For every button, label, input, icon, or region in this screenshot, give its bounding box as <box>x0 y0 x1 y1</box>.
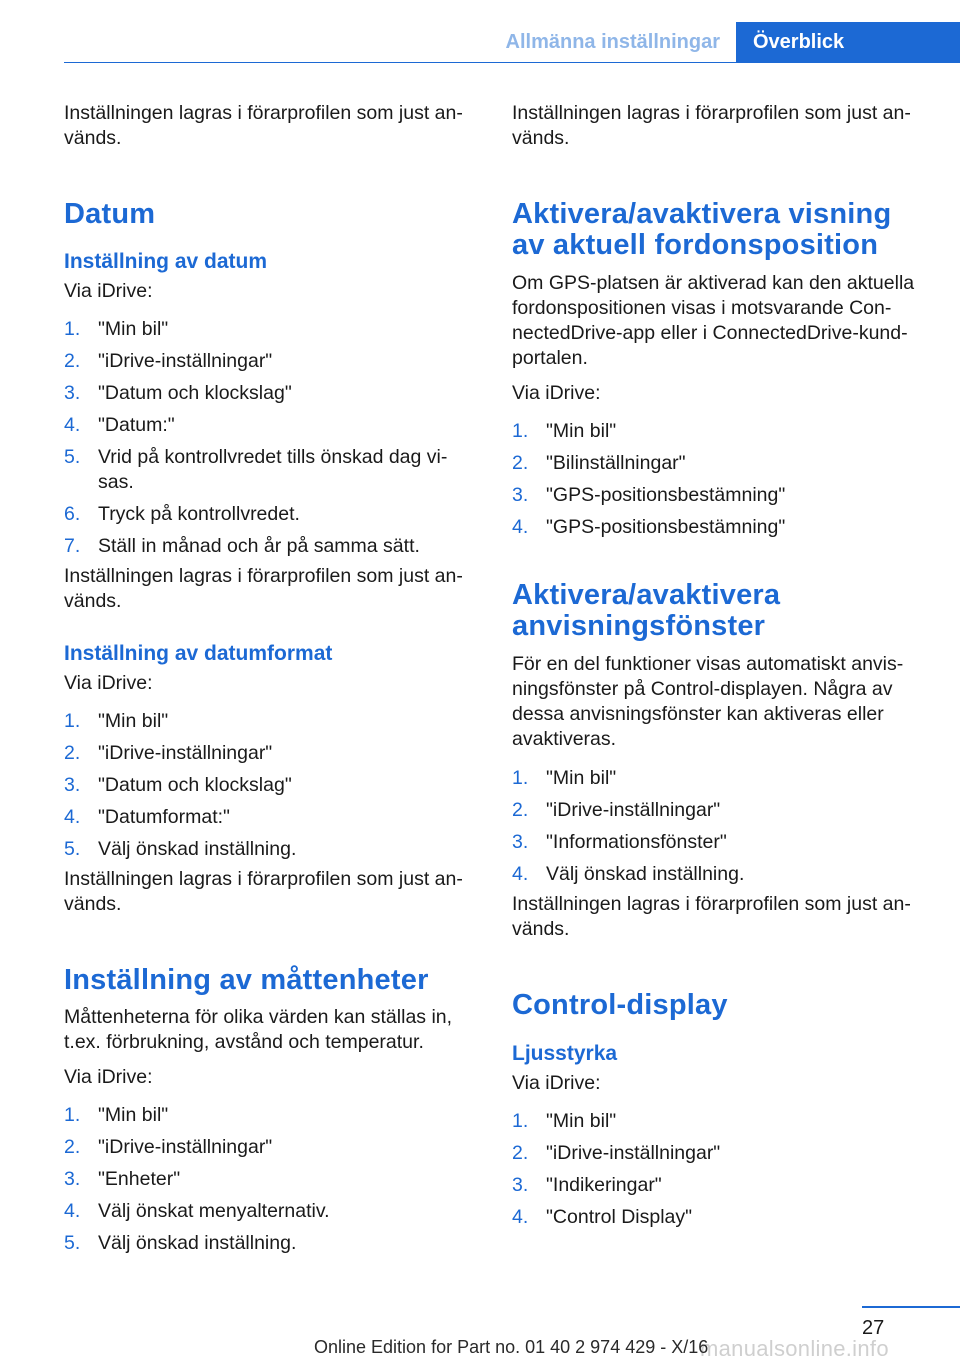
list-item: 4. Välj önskat menyalternativ. <box>64 1200 330 1222</box>
list-item: 2. "iDrive-inställningar" <box>64 742 273 764</box>
datumformat-via-label: Via iDrive: <box>64 672 153 694</box>
list-item: 4. "GPS-positionsbestämning" <box>512 516 786 538</box>
list-item: 4. Välj önskad inställning. <box>512 863 745 885</box>
footer-rule <box>862 1306 960 1308</box>
list-item: 1. "Min bil" <box>512 1110 617 1132</box>
datum-via-label: Via iDrive: <box>64 280 153 302</box>
datum-heading: Datum <box>64 198 156 230</box>
units-description: Måttenheterna för olika värden kan ställas in, t.ex. förbrukning, avstånd och temperatur. <box>64 1006 453 1053</box>
datumformat-steps-list <box>64 709 474 862</box>
hints-saved-text: Inställningen lagras i förarprofilen som just an‐ vänds. <box>512 893 911 940</box>
list-item: 1. "Min bil" <box>64 710 169 732</box>
brightness-subheading: Ljusstyrka <box>512 1042 618 1065</box>
datum-steps-list <box>64 317 474 559</box>
position-steps-list <box>512 419 922 540</box>
list-item: 7. Ställ in månad och år på samma sätt. <box>64 535 420 557</box>
left-column <box>64 101 474 1263</box>
list-item: 5. Välj önskad inställning. <box>64 838 297 860</box>
list-item: 2. "iDrive-inställningar" <box>64 350 273 372</box>
position-description: Om GPS-platsen är aktiverad kan den aktuella fordonspositionen visas i motsvarande Con‐ nectedDrive-app eller i ConnectedDrive-kund‐ portalen. <box>512 272 915 369</box>
list-item: 3. "Indikeringar" <box>512 1174 662 1196</box>
list-item: 3. "GPS-positionsbestämning" <box>512 484 786 506</box>
list-item: 2. "iDrive-inställningar" <box>512 799 721 821</box>
datum-setting-subheading: Inställning av datum <box>64 250 268 273</box>
list-item: 4. "Datum:" <box>64 414 175 436</box>
header-tab-overview: Överblick <box>736 22 960 62</box>
watermark-text: manualsonline.info <box>700 1336 889 1361</box>
brightness-via-label: Via iDrive: <box>512 1072 601 1094</box>
list-item: 2. "iDrive-inställningar" <box>512 1142 721 1164</box>
list-item: 1. "Min bil" <box>64 1104 169 1126</box>
right-column <box>512 101 922 1237</box>
units-steps-list <box>64 1103 474 1256</box>
position-via-label: Via iDrive: <box>512 382 601 404</box>
control-display-heading: Control-display <box>512 989 728 1021</box>
footer-edition-text: Online Edition for Part no. 01 40 2 974 429 - X/16 <box>314 1337 709 1357</box>
units-heading: Inställning av måttenheter <box>64 964 429 996</box>
list-item: 3. "Informationsfönster" <box>512 831 727 853</box>
hints-steps-list <box>512 766 922 887</box>
list-item: 6. Tryck på kontrollvredet. <box>64 503 300 525</box>
position-heading: Aktivera/avaktivera visning av aktuell fordonsposition <box>512 198 892 261</box>
header-rule <box>64 62 960 63</box>
list-item: 5. Vrid på kontrollvredet tills önskad dag vi‐ sas. <box>64 446 448 493</box>
list-item: 3. "Datum och klockslag" <box>64 382 292 404</box>
list-item: 3. "Enheter" <box>64 1168 181 1190</box>
hints-description: För en del funktioner visas automatiskt anvis‐ ningsfönster på Control-displayen. Några av dessa anvisningsfönster kan aktiveras eller avaktiveras. <box>512 653 904 750</box>
list-item: 1. "Min bil" <box>64 318 169 340</box>
list-item: 3. "Datum och klockslag" <box>64 774 292 796</box>
datumformat-saved-text: Inställningen lagras i förarprofilen som just an‐ vänds. <box>64 868 463 915</box>
datum-saved-text: Inställningen lagras i förarprofilen som just an‐ vänds. <box>64 565 463 612</box>
hints-heading: Aktivera/avaktivera anvisningsfönster <box>512 579 781 642</box>
left-intro-text: Inställningen lagras i förarprofilen som just an‐ vänds. <box>64 102 463 149</box>
list-item: 2. "iDrive-inställningar" <box>64 1136 273 1158</box>
page-number: 27 <box>862 1317 885 1339</box>
list-item: 4. "Control Display" <box>512 1206 693 1228</box>
list-item: 4. "Datumformat:" <box>64 806 230 828</box>
list-item: 2. "Bilinställningar" <box>512 452 686 474</box>
list-item: 5. Välj önskad inställning. <box>64 1232 297 1254</box>
units-via-label: Via iDrive: <box>64 1066 153 1088</box>
list-item: 1. "Min bil" <box>512 420 617 442</box>
right-intro-text: Inställningen lagras i förarprofilen som just an‐ vänds. <box>512 102 911 149</box>
list-item: 1. "Min bil" <box>512 767 617 789</box>
datumformat-subheading: Inställning av datumformat <box>64 642 333 665</box>
brightness-steps-list <box>512 1109 922 1230</box>
header-section-title: Allmänna inställningar <box>505 31 720 53</box>
